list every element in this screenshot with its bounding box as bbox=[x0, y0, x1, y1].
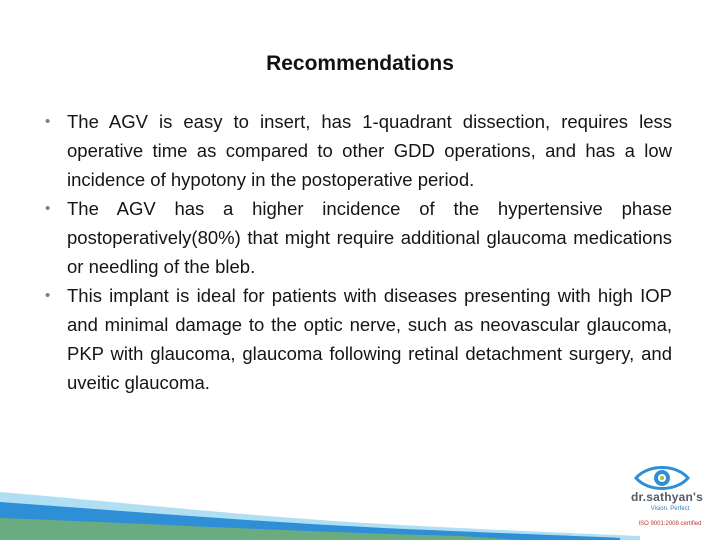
logo-tagline: Vision. Perfect bbox=[650, 506, 690, 512]
slide-title: Recommendations bbox=[266, 52, 454, 75]
bullet-icon: • bbox=[45, 113, 51, 130]
clinic-logo bbox=[616, 458, 720, 540]
bullet-icon: • bbox=[45, 200, 51, 217]
bullet-text: The AGV has a higher incidence of the hypertensive phase postoperatively(80%) that might require additional glaucoma medications or needling of the bleb. bbox=[67, 198, 672, 277]
decorative-wave bbox=[0, 470, 720, 540]
iso-certification: ISO 9001:2008 certified bbox=[638, 521, 702, 527]
bullet-list bbox=[42, 107, 672, 397]
bullet-text: This implant is ideal for patients with diseases presenting with high IOP and minimal damage to the optic nerve, such as neovascular glaucoma, PKP with glaucoma, glaucoma following retinal detachment surgery, and uveitic glaucoma. bbox=[67, 285, 672, 393]
bullet-item bbox=[42, 107, 672, 194]
logo-brand: dr.sathyan's bbox=[631, 490, 703, 504]
bullet-item bbox=[42, 281, 672, 397]
bullet-item bbox=[42, 194, 672, 281]
bullet-icon: • bbox=[45, 287, 51, 304]
bullet-text: The AGV is easy to insert, has 1-quadrant dissection, requires less operative time as compared to other GDD operations, and has a low incidence of hypotony in the postoperative period. bbox=[67, 111, 672, 190]
